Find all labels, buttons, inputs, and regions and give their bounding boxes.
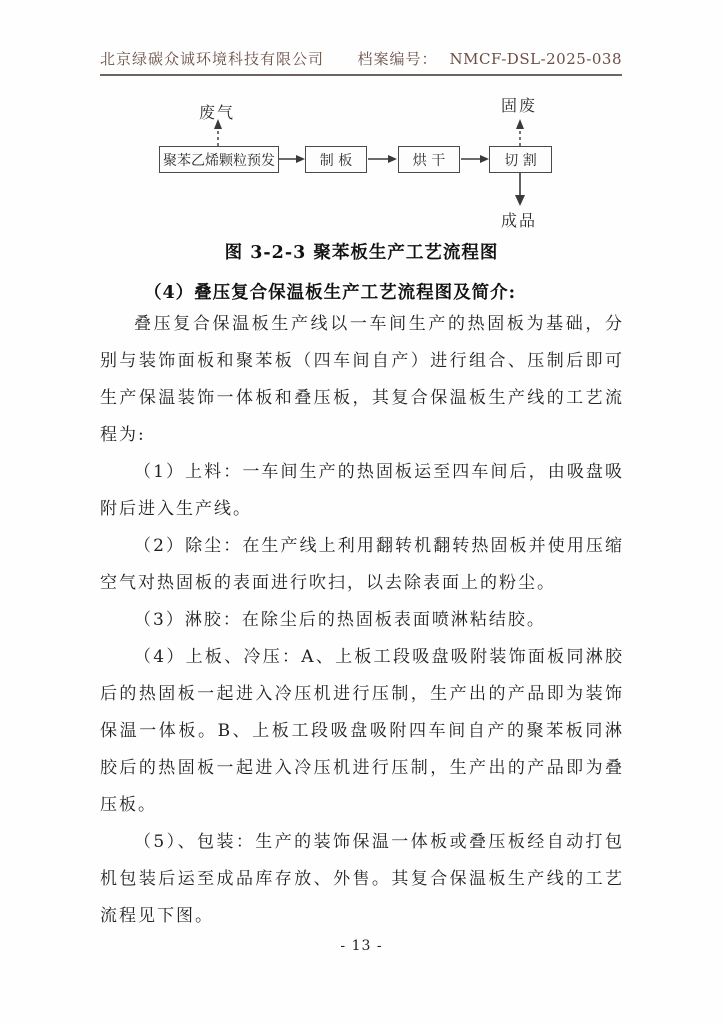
- page-number: - 13 -: [340, 938, 383, 954]
- product-label: 成品: [501, 211, 538, 230]
- doc-number: [358, 48, 622, 69]
- doc-number-value: NMCF-DSL-2025-038: [449, 50, 622, 68]
- process-flow-diagram: [0, 88, 723, 238]
- paragraph-intro: 叠压复合保温板生产线以一车间生产的热固板为基础，分别与装饰面板和聚苯板（四车间自产）进行组合、压制后即可生产保温装饰一体板和叠压板，其复合保温板生产线的工艺流程为:: [100, 314, 624, 445]
- solid-waste-label: 固废: [501, 96, 538, 115]
- paragraph-step-5-packing: （5）、包装：生产的装饰保温一体板或叠压板经自动打包机包装后运至成品库存放、外售。其复合保温板生产线的工艺流程见下图。: [100, 832, 624, 926]
- figure-caption: 图 3-2-3 聚苯板生产工艺流程图: [224, 243, 499, 263]
- page-header: [100, 48, 622, 76]
- flow-box-cutting: 切 割: [489, 146, 552, 173]
- paragraph-step-1-loading: （1）上料：一车间生产的热固板运至四车间后，由吸盘吸附后进入生产线。: [100, 462, 624, 519]
- solid-waste-arrowhead: [516, 119, 524, 129]
- company-name: 北京绿碳众诚环境科技有限公司: [100, 50, 325, 68]
- flow-box-board-making: 制 板: [305, 146, 367, 173]
- flow-box-pre-expansion: 聚苯乙烯颗粒预发: [159, 146, 279, 173]
- body-text: [100, 306, 624, 935]
- section-heading: （4）叠压复合保温板生产工艺流程图及简介:: [144, 283, 517, 303]
- flow-arrow-2-head: [388, 155, 397, 163]
- product-arrowhead: [515, 195, 525, 206]
- paragraph-step-2-dedusting: （2）除尘：在生产线上利用翻转机翻转热固板并使用压缩空气对热固板的表面进行吹扫，以去除表面上的粉尘。: [100, 536, 624, 593]
- doc-number-label: 档案编号：: [357, 50, 438, 68]
- paragraph-step-3-gluing: （3）淋胶：在除尘后的热固板表面喷淋粘结胶。: [134, 610, 546, 630]
- paragraph-step-4-pressing: （4）上板、冷压：A、上板工段吸盘吸附装饰面板同淋胶后的热固板一起进入冷压机进行压制，生产出的产品即为装饰保温一体板。B、上板工段吸盘吸附四车间自产的聚苯板同淋胶后的热固板一起进入冷压机进行压制，生产出的产品即为叠压板。: [100, 647, 624, 815]
- flow-box-drying: 烘 干: [398, 146, 460, 173]
- waste-gas-label: 废气: [199, 103, 236, 122]
- flow-arrow-3-head: [480, 155, 489, 163]
- flow-arrow-1-head: [296, 155, 305, 163]
